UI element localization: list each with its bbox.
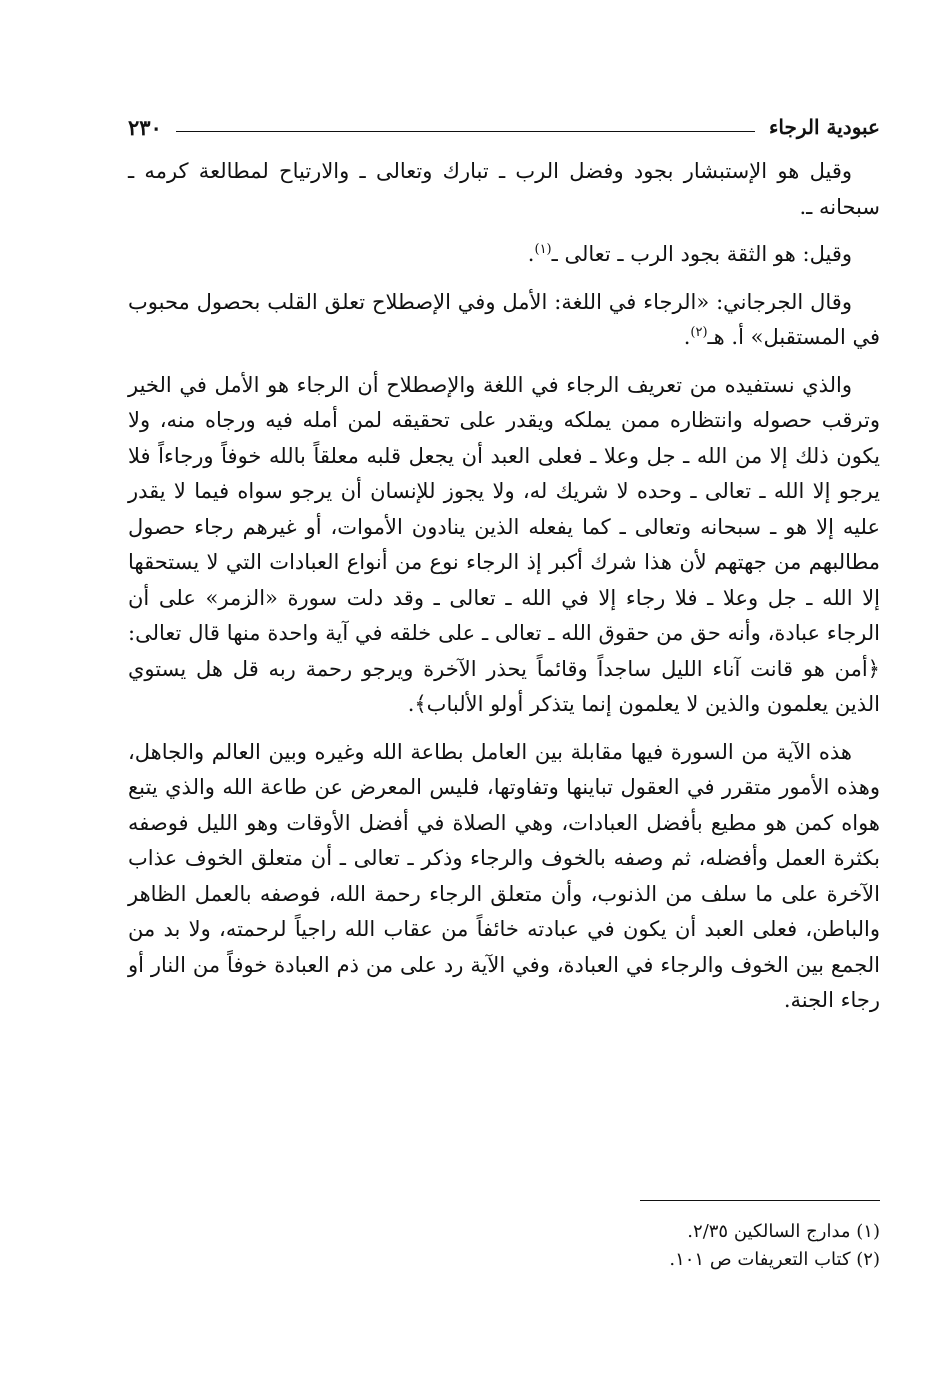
header-rule: [176, 131, 755, 132]
footnote-ref-2: (٢): [690, 325, 708, 340]
footnote-1: (١) مدارج السالكين ٢/٣٥.: [687, 1221, 880, 1242]
paragraph-2: وقيل: هو الثقة بجود الرب ـ تعالى ـ$^{(١)}$.: [527, 242, 852, 266]
body-text: [128, 154, 880, 1031]
footnote-separator: [640, 1200, 880, 1201]
footnotes: [128, 1218, 880, 1274]
paragraph-5: هذه الآية من السورة فيها مقابلة بين العامل بطاعة الله وغيره وبين العالم والجاهل، وهذه الأمور متقرر في العقول تباينها وتفاوتها، فليس المعرض عن طاعة الله والذي يتبع هواه كمن هو مطيع بأفضل العبادات، وهي الصلاة في أفضل الأوقات وهو الليل فوصفه بكثرة العمل وأفضله، ثم وصفه بالخوف والرجاء وذكر ـ تعالى ـ أن متعلق الخوف عذاب الآخرة على ما سلف من الذنوب، وأن متعلق الرجاء رحمة الله، فوصفه بالعمل الظاهر والباطن، فعلى العبد أن يكون في عبادته خائفاً من عقاب الله راجياً لرحمته، ولا بد من الجمع بين الخوف والرجاء في العبادة، وفي الآية رد على من ذم العبادة خوفاً من النار أو رجاء الجنة.: [128, 739, 880, 1012]
running-title: عبودية الرجاء: [768, 115, 880, 139]
footnote-2: (٢) كتاب التعريفات ص ١٠١.: [669, 1249, 880, 1270]
paragraph-1: وقيل هو الإستبشار بجود وفضل الرب ـ تبارك وتعالى ـ والارتياح لمطالعة كرمه ـ سبحانه ـ.: [128, 159, 880, 219]
page-number: ٢٣٠: [128, 114, 162, 140]
page-header: [128, 112, 880, 142]
footnote-ref-1: (١): [534, 242, 552, 257]
paragraph-4: والذي نستفيده من تعريف الرجاء في اللغة والإصطلاح أن الرجاء هو الأمل في الخير وترقب حصوله وانتظاره ممن يملكه ويقدر على تحقيقه لمن أمله فيه ورجاه منه، ولا يكون ذلك إلا من الله ـ جل وعلا ـ فعلى العبد أن يجعل قلبه معلقاً بالله خوفاً ورجاءاً فلا يرجو إلا الله ـ تعالى ـ وحده لا شريك له، ولا يجوز للإنسان أن يرجو سواه فيما لا يقدر عليه إلا هو ـ سبحانه وتعالى ـ كما يفعله الذين ينادون الأموات، أو غيرهم رجاء حصول مطالبهم من جهتهم لأن هذا شرك أكبر إذ الرجاء نوع من أنواع العبادات التي لا يستحقها إلا الله ـ جل وعلا ـ فلا رجاء إلا في الله ـ تعالى ـ وقد دلت سورة «الزمر» على أن الرجاء عبادة، وأنه حق من حقوق الله ـ تعالى ـ على خلقه في آية واحدة منها قال تعالى: ﴿أمن هو قانت آناء الليل ساجداً وقائماً يحذر الآخرة ويرجو رحمة ربه قل هل يستوي الذين يعلمون والذين لا يعلمون إنما يتذكر أولو الألباب﴾.: [128, 372, 880, 716]
paragraph-3: وقال الجرجاني: «الرجاء في اللغة: الأمل وفي الإصطلاح تعلق القلب بحصول محبوب في المستقبل» أ. هـ$^{(٢)}$.: [128, 289, 880, 349]
